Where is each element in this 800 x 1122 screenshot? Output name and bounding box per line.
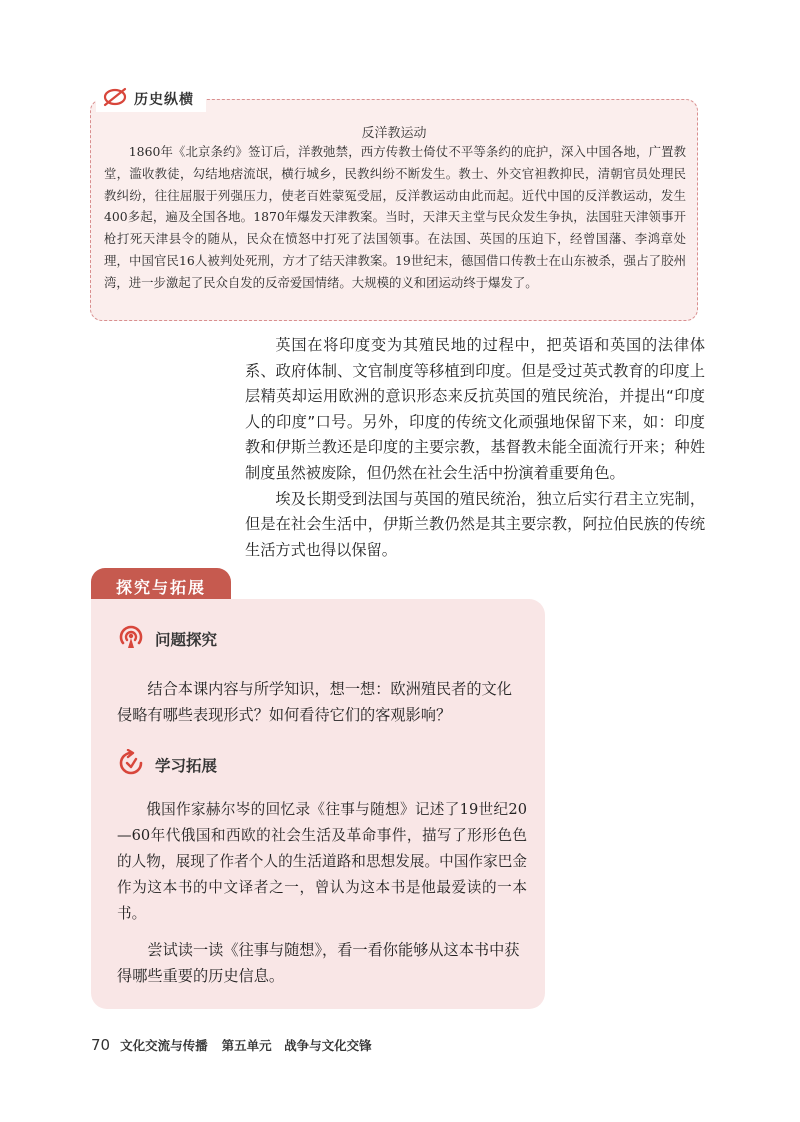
main-paragraph-egypt: 埃及长期受到法国与英国的殖民统治，独立后实行君主立宪制，但是在社会生活中，伊斯兰教仍然是其主要宗教，阿拉伯民族的传统生活方式也得以保留。 — [245, 489, 705, 559]
unit-title: 第五单元 战争与文化交锋 — [221, 1038, 372, 1053]
question-inquiry-icon — [117, 623, 145, 655]
main-text — [245, 333, 705, 563]
page-number: 70 — [91, 1036, 111, 1054]
history-panel-body: 1860年《北京条约》签订后，洋教弛禁，西方传教士倚仗不平等条约的庇护，深入中国各地，广置教堂，滥收教徒，勾结地痞流氓，横行城乡，民教纠纷不断发生。教士、外交官袒教抑民，清朝官员处理民教纠纷，往往屈服于列强压力，使老百姓蒙冤受屈，反洋教运动由此而起。近代中国的反洋教运动，发生400多起，遍及全国各地。1870年爆发天津教案。当时，天津天主堂与民众发生争执，法国驻天津领事开枪打死天津县令的随从，民众在愤怒中打死了法国领事。在法国、英国的压迫下，经曾国藩、李鸿章处理，中国官民16人被判处死刑，方才了结天津教案。19世纪末，德国借口传教士在山东被杀，强占了胶州湾，进一步激起了民众自发的反帝爱国情绪。大规模的义和团运动终于爆发了。 — [104, 144, 686, 290]
book-title: 文化交流与传播 — [120, 1038, 208, 1053]
explore-section-tab: 探究与拓展 — [91, 568, 231, 604]
main-paragraph-india: 英国在将印度变为其殖民地的过程中，把英语和英国的法律体系、政府体制、文官制度等移植到印度。但是受过英式教育的印度上层精英却运用欧洲的意识形态来反抗英国的殖民统治，并提出“印度人的印度”口号。另外，印度的传统文化顽强地保留下来，如：印度教和伊斯兰教还是印度的主要宗教，基督教未能全面流行开来；种姓制度虽然被废除，但仍然在社会生活中扮演着重要角色。 — [245, 336, 705, 482]
learning-extension-heading — [117, 749, 217, 781]
learning-extension-label: 学习拓展 — [155, 757, 218, 775]
question-inquiry-text: 结合本课内容与所学知识，想一想：欧洲殖民者的文化侵略有哪些表现形式？如何看待它们的客观影响？ — [117, 680, 512, 724]
question-inquiry-heading — [117, 623, 217, 655]
learning-extension-text: 俄国作家赫尔岑的回忆录《往事与随想》记述了19世纪20—60年代俄国和西欧的社会生活及革命事件，描写了形形色色的人物，展现了作者个人的生活道路和思想发展。中国作家巴金作为这本书的中文译者之一，曾认为这本书是他最爱读的一本书。 — [117, 801, 527, 922]
question-inquiry-label: 问题探究 — [155, 631, 218, 649]
page-footer — [91, 1036, 372, 1054]
learning-extension-task: 尝试读一读《往事与随想》，看一看你能够从这本书中获得哪些重要的历史信息。 — [117, 941, 520, 985]
history-panel-title: 反洋教运动 — [361, 126, 427, 141]
history-panel-tag — [96, 86, 206, 112]
history-panel-label: 历史纵横 — [134, 92, 194, 108]
learning-extension-icon — [117, 749, 145, 781]
history-compass-icon — [102, 87, 128, 111]
